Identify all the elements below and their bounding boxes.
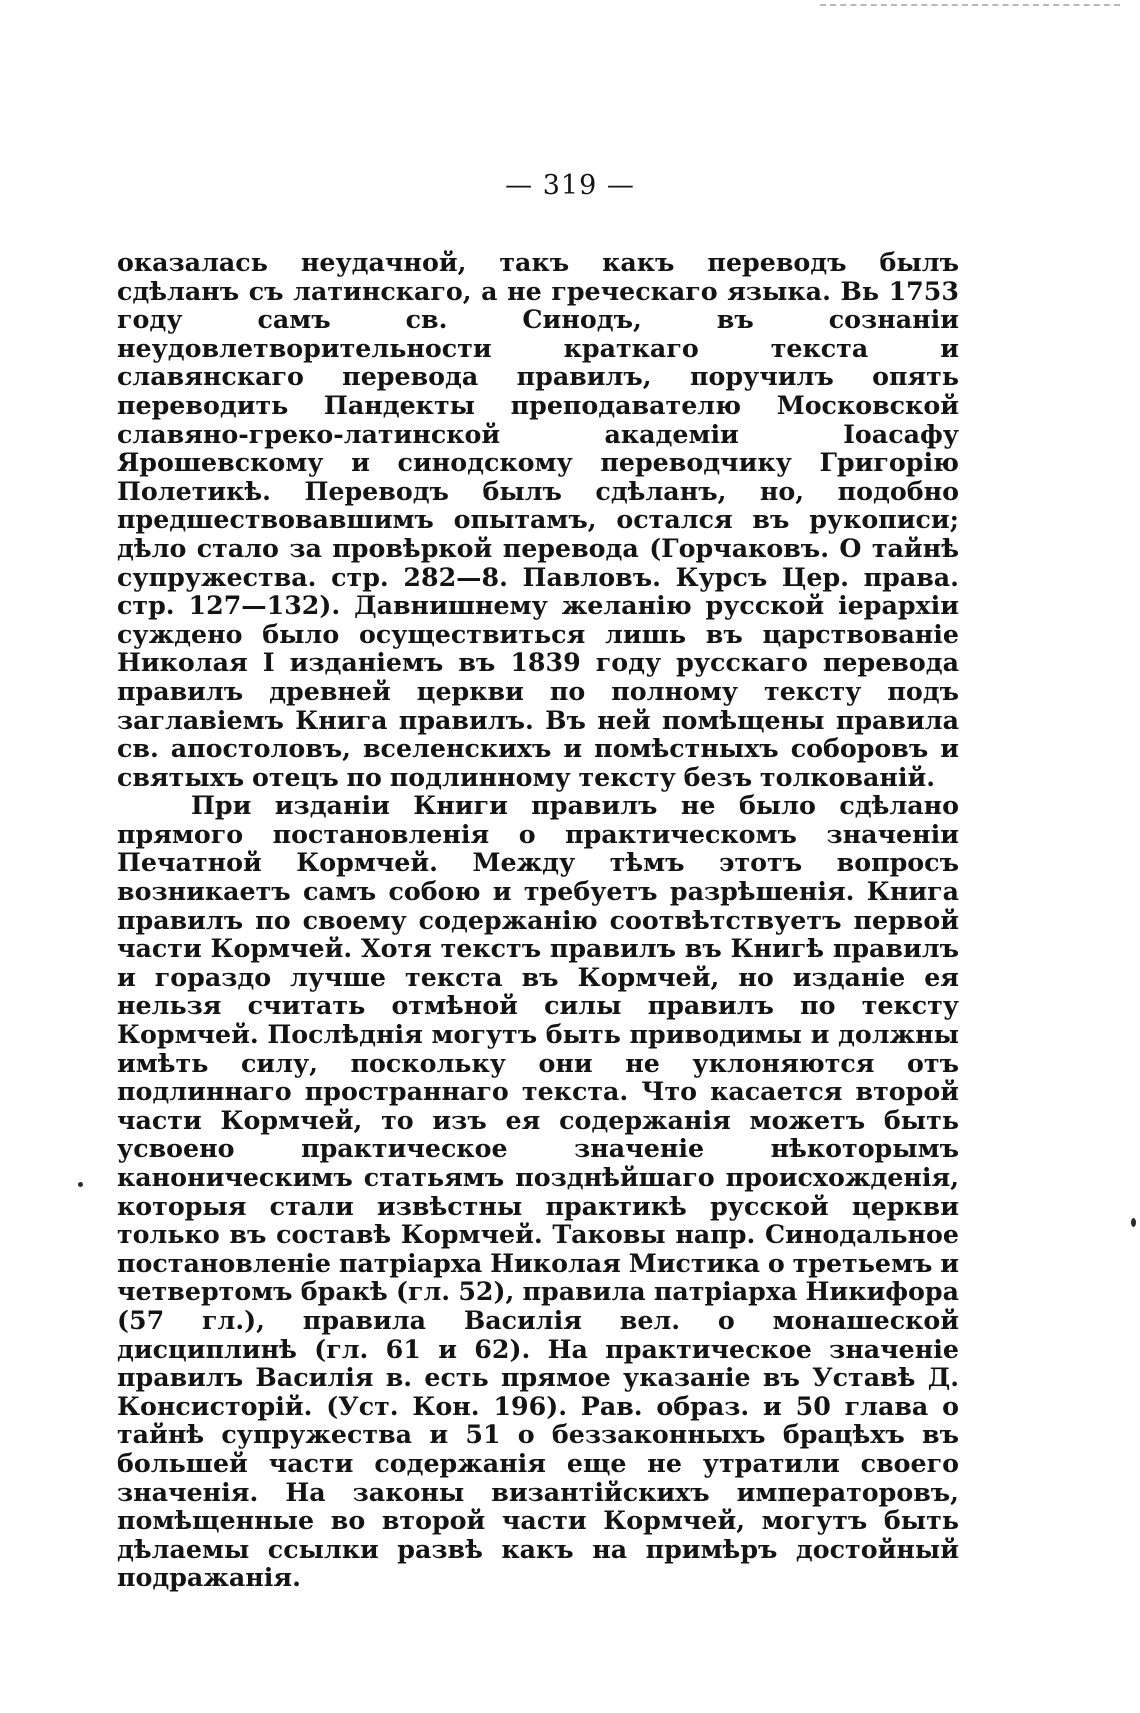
margin-dot-left <box>78 1182 83 1187</box>
page-number: — 319 — <box>505 170 635 201</box>
body-text <box>117 248 959 1592</box>
paragraph-1: оказалась неудачной, такъ какъ переводъ былъ сдѣланъ съ латинскаго, а не греческаго языка. Вь 1753 году самъ св. Синодъ, въ сознанiи неудовлетворительности краткаго текста и славянскаго перевода правилъ, поручилъ опять переводить Пандекты преподавателю Московской славяно-греко-латинской академiи Iоасафу Ярошевскому и синодскому переводчику Григорiю Полетикѣ. Переводъ былъ сдѣланъ, но, подобно предшествовавшимъ опытамъ, остался въ рукописи; дѣло стало за провѣркой перевода (Горчаковъ. О тайнѣ супружества. стр. 282—8. Павловъ. Курсъ Цер. права. стр. 127—132). Давнишнему желанiю русской iерархiи суждено было осуществиться лишь въ царствованiе Николая I изданiемъ въ 1839 году русскаго перевода правилъ древней церкви по полному тексту подъ заглавiемъ Книга правилъ. Въ ней помѣщены правила св. апостоловъ, вселенскихъ и помѣстныхъ соборовъ и святыхъ отецъ по подлинному тексту безъ толкованiй. <box>117 247 959 792</box>
margin-dot-right <box>1131 1218 1136 1227</box>
top-edge-rule <box>820 4 1120 6</box>
paragraph-2: При изданiи Книги правилъ не было сдѣлано прямого постановленiя о практическомъ значенiи Печатной Кормчей. Между тѣмъ этотъ вопросъ возникаетъ самъ собою и требуетъ разрѣшенiя. Книга правилъ по своему содержанiю соотвѣтствуетъ первой части Кормчей. Хотя текстъ правилъ въ Книгѣ правилъ и гораздо лучше текста въ Кормчей, но изданiе ея нельзя считать отмѣной силы правилъ по тексту Кормчей. Послѣднiя могутъ быть приводимы и должны имѣть силу, поскольку они не уклоняются отъ подлиннаго пространнаго текста. Что касается второй части Кормчей, то изъ ея содержанiя можетъ быть усвоено практическое значенiе нѣкоторымъ каноническимъ статьямъ позднѣйшаго происхожденiя, которыя стали извѣстны практикѣ русской церкви только въ составѣ Кормчей. Таковы напр. Синодальное постановленiе патрiарха Николая Мистика о третьемъ и четвертомъ бракѣ (гл. 52), правила патрiарха Никифора (57 гл.), правила Василiя вел. о монашеской дисциплинѣ (гл. 61 и 62). На практическое значенiе правилъ Василiя в. есть прямое указанiе въ Уставѣ Д. Консисторiй. (Уст. Кон. 196). Рав. образ. и 50 глава о тайнѣ супружества и 51 о беззаконныхъ брацѣхъ въ большей части содержанiя еще не утратили своего значенiя. На законы византiйскихъ императоровъ, помѣщенные во второй части Кормчей, могутъ быть дѣлаемы ссылки развѣ какъ на примѣръ достойный подражанiя. <box>117 790 959 1593</box>
